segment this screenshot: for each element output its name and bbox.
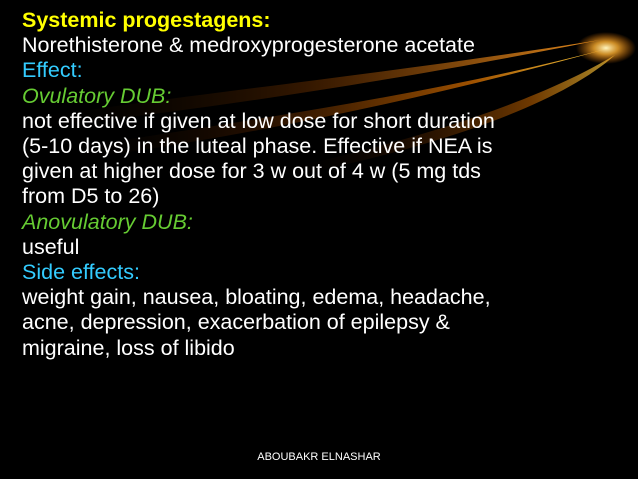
side-effects-line: acne, depression, exacerbation of epilepsy & xyxy=(22,310,450,335)
slide-footer-author: ABOUBAKR ELNASHAR xyxy=(257,451,381,463)
ovulatory-line: not effective if given at low dose for short duration xyxy=(22,108,495,133)
side-effects-line: weight gain, nausea, bloating, edema, headache, xyxy=(22,285,491,310)
side-effects-label: Side effects: xyxy=(22,260,140,285)
anovulatory-dub-label: Anovulatory DUB: xyxy=(22,209,193,234)
anovulatory-text: useful xyxy=(22,234,80,259)
ovulatory-line: from D5 to 26) xyxy=(22,184,160,209)
drug-names: Norethisterone & medroxyprogesterone acetate xyxy=(22,33,475,58)
side-effects-line: migraine, loss of libido xyxy=(22,335,235,360)
ovulatory-dub-label: Ovulatory DUB: xyxy=(22,83,172,108)
ovulatory-line: (5-10 days) in the luteal phase. Effective if NEA is xyxy=(22,134,493,159)
effect-label: Effect: xyxy=(22,58,83,83)
ovulatory-line: given at higher dose for 3 w out of 4 w (5 mg tds xyxy=(22,159,481,184)
slide-title: Systemic progestagens: xyxy=(22,8,271,32)
slide-body xyxy=(22,8,632,361)
